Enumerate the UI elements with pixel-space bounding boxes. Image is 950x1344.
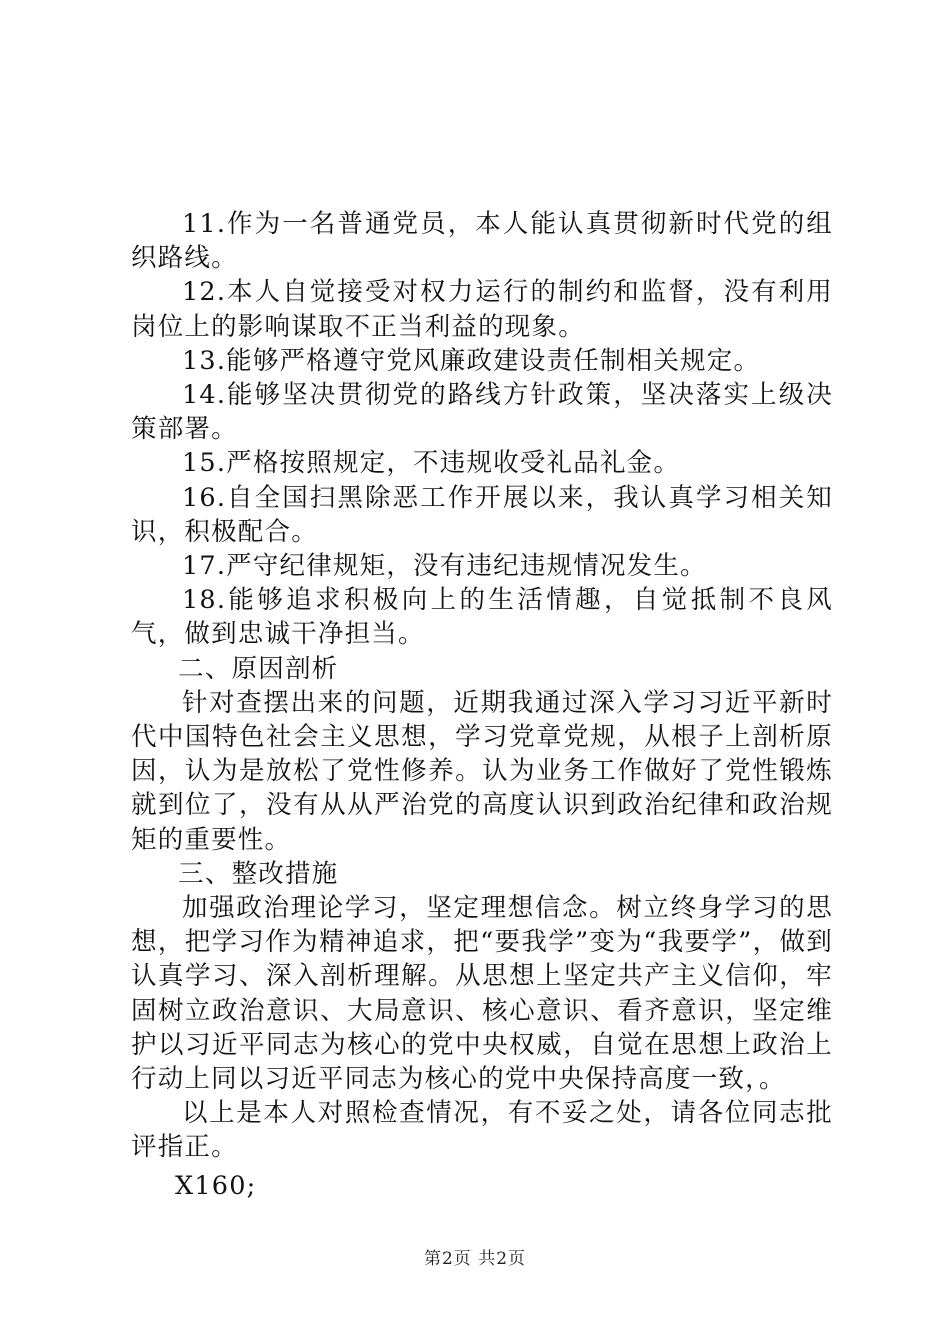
list-item-12: 12.本人自觉接受对权力运行的制约和监督，没有利用岗位上的影响谋取不正当利益的现象。 xyxy=(131,277,833,342)
section-heading-cause-analysis: 二、原因剖析 xyxy=(178,653,339,684)
list-item-11: 11.作为一名普通党员，本人能认真贯彻新时代党的组织路线。 xyxy=(131,209,833,274)
list-item-14: 14.能够坚决贯彻党的路线方针政策，坚决落实上级决策部署。 xyxy=(131,380,833,445)
list-item-15: 15.严格按照规定，不违规收受礼品礼金。 xyxy=(182,448,681,479)
list-item-16: 16.自全国扫黑除恶工作开展以来，我认真学习相关知识，积极配合。 xyxy=(131,482,833,547)
cause-analysis-paragraph: 针对查摆出来的问题，近期我通过深入学习习近平新时代中国特色社会主义思想，学习党章党规，从根子上剖析原因，认为是放松了党性修养。认为业务工作做好了党性锻炼就到位了，没有从从严治党的高度认识到政治纪律和政治规矩的重要性。 xyxy=(131,687,833,855)
tail-code: X160; xyxy=(175,1170,257,1201)
closing-paragraph: 以上是本人对照检查情况，有不妥之处，请各位同志批评指正。 xyxy=(131,1098,833,1163)
list-item-13: 13.能够严格遵守党风廉政建设责任制相关规定。 xyxy=(182,345,761,376)
document-body xyxy=(131,207,833,1203)
page-footer: 第2页 共2页 xyxy=(423,1249,527,1269)
section-heading-rectification: 三、整改措施 xyxy=(178,858,339,889)
list-item-17: 17.严守纪律规矩，没有违纪违规情况发生。 xyxy=(182,551,707,582)
rectification-paragraph: 加强政治理论学习，坚定理想信念。树立终身学习的思想，把学习作为精神追求，把“要我学”变为“我要学”，做到认真学习、深入剖析理解。从思想上坚定共产主义信仰，牢固树立政治意识、大局意识、核心意识、看齐意识，坚定维护以习近平同志为核心的党中央权威，自觉在思想上政治上行动上同以习近平同志为核心的党中央保持高度一致，。 xyxy=(131,893,833,1095)
list-item-18: 18.能够追求积极向上的生活情趣，自觉抵制不良风气，做到忠诚干净担当。 xyxy=(131,585,833,650)
